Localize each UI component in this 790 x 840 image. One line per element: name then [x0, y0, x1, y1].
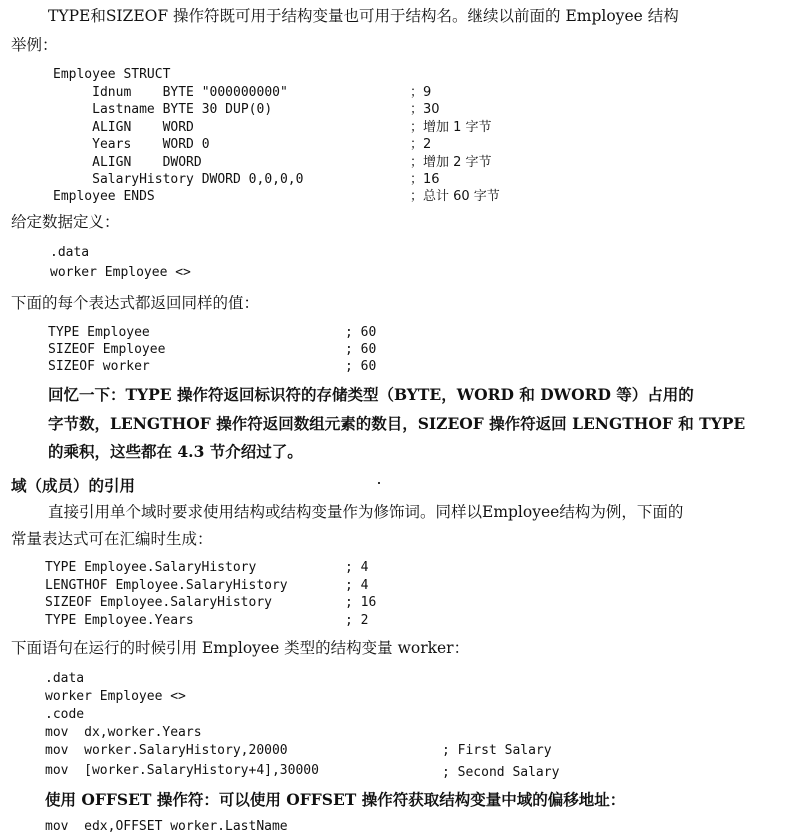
recall-line-2: 字节数，LENGTHOF 操作符返回数组元素的数目，SIZEOF 操作符返回 LENGTHOF 和 TYPE — [48, 414, 746, 433]
code-line: SalaryHistory DWORD 0,0,0,0 — [53, 172, 304, 187]
code-comment: ; 60 — [345, 359, 377, 374]
intro-line-1: TYPE和SIZEOF 操作符既可用于结构变量也可用于结构名。继续以前面的 Employee 结构 — [48, 7, 679, 25]
code-comment: ；总计 60 字节 — [410, 189, 500, 204]
code-comment: ；30 — [410, 102, 440, 117]
code-line: TYPE Employee.Years — [45, 613, 194, 628]
code-comment: ；9 — [410, 85, 432, 100]
code-line: mov dx,worker.Years — [45, 725, 202, 740]
intro-line-2: 举例： — [11, 36, 58, 54]
code-line: worker Employee <> — [50, 265, 191, 280]
code-line: LENGTHOF Employee.SalaryHistory — [45, 578, 288, 593]
code-line: ALIGN WORD — [53, 120, 194, 135]
code-line: SIZEOF Employee — [48, 342, 166, 357]
recall-line-1: 回忆一下：TYPE 操作符返回标识符的存储类型（BYTE，WORD 和 DWORD 等）占用的 — [48, 385, 694, 404]
code-line: mov edx,OFFSET worker.LastName — [45, 819, 288, 834]
code-line: mov [worker.SalaryHistory+4],30000 — [45, 763, 319, 778]
code-line: TYPE Employee.SalaryHistory — [45, 560, 257, 575]
code-comment: ；2 — [410, 137, 432, 152]
code-comment: ；增加 1 字节 — [410, 120, 492, 135]
code-line: Years WORD 0 — [53, 137, 210, 152]
code-line: TYPE Employee — [48, 325, 150, 340]
offset-para: 使用 OFFSET 操作符：可以使用 OFFSET 操作符获取结构变量中域的偏移地址： — [45, 790, 626, 809]
given-heading: 给定数据定义： — [11, 213, 120, 231]
code-line: Lastname BYTE 30 DUP(0) — [53, 102, 273, 117]
same-value-heading: 下面的每个表达式都返回同样的值： — [11, 294, 260, 312]
runtime-heading: 下面语句在运行的时候引用 Employee 类型的结构变量 worker： — [11, 639, 470, 657]
code-line: SIZEOF worker — [48, 359, 150, 374]
code-line: Employee STRUCT — [53, 67, 171, 82]
code-comment: ; 60 — [345, 342, 377, 357]
code-line: Employee ENDS — [53, 189, 155, 204]
field-para-line-2: 常量表达式可在汇编时生成： — [11, 530, 213, 548]
code-comment: ; 2 — [345, 613, 369, 628]
code-comment: ; 4 — [345, 560, 369, 575]
code-line: SIZEOF Employee.SalaryHistory — [45, 595, 272, 610]
code-comment: ; 16 — [345, 595, 377, 610]
code-line: Idnum BYTE "000000000" — [53, 85, 288, 100]
stray-dot — [378, 482, 380, 484]
field-para-line-1: 直接引用单个域时要求使用结构或结构变量作为修饰词。同样以Employee结构为例，下面的 — [48, 503, 684, 521]
recall-line-3: 的乘积，这些都在 4.3 节介绍过了。 — [48, 442, 303, 461]
code-comment: ; 60 — [345, 325, 377, 340]
code-comment: ; Second Salary — [442, 765, 560, 780]
code-line: .data — [50, 245, 90, 260]
code-line: ALIGN DWORD — [53, 155, 202, 170]
code-line: worker Employee <> — [45, 689, 186, 704]
code-comment: ; First Salary — [442, 743, 552, 758]
code-comment: ；增加 2 字节 — [410, 155, 492, 170]
code-line: .code — [45, 707, 85, 722]
code-line: mov worker.SalaryHistory,20000 — [45, 743, 288, 758]
section-heading: 域（成员）的引用 — [11, 476, 136, 495]
code-comment: ；16 — [410, 172, 440, 187]
code-line: .data — [45, 671, 85, 686]
code-comment: ; 4 — [345, 578, 369, 593]
